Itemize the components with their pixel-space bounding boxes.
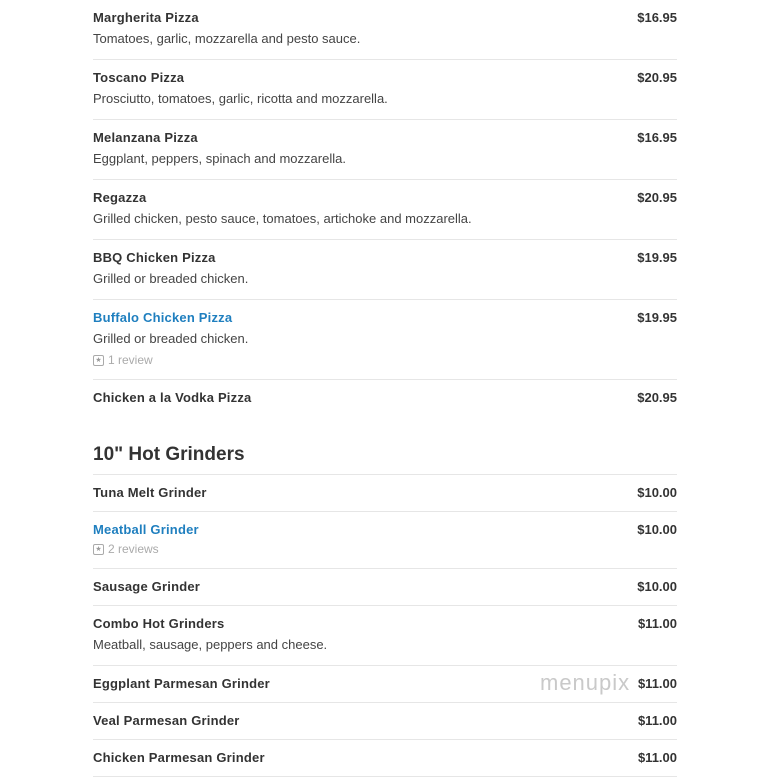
menu-item bbox=[93, 240, 677, 300]
menu-item bbox=[93, 703, 677, 740]
item-name-link[interactable]: Meatball Grinder bbox=[93, 522, 199, 537]
item-price: $19.95 bbox=[637, 310, 677, 325]
section-heading: 10" Hot Grinders bbox=[93, 416, 677, 475]
item-price: $19.95 bbox=[637, 250, 677, 265]
item-price: $16.95 bbox=[637, 10, 677, 25]
menu-item bbox=[93, 475, 677, 512]
review-count: 1 review bbox=[108, 353, 153, 367]
item-name: Regazza bbox=[93, 190, 147, 205]
menu-item bbox=[93, 512, 677, 569]
item-name: Toscano Pizza bbox=[93, 70, 185, 85]
item-name: Combo Hot Grinders bbox=[93, 616, 225, 631]
review-count: 2 reviews bbox=[108, 542, 159, 556]
menu-item bbox=[93, 606, 677, 666]
item-description: Eggplant, peppers, spinach and mozzarella. bbox=[93, 151, 346, 166]
item-price: $20.95 bbox=[637, 190, 677, 205]
menu-item bbox=[93, 740, 677, 777]
item-name-link[interactable]: Buffalo Chicken Pizza bbox=[93, 310, 233, 325]
item-name: Chicken a la Vodka Pizza bbox=[93, 390, 252, 405]
item-name: Sausage Grinder bbox=[93, 579, 201, 594]
review-link[interactable] bbox=[93, 350, 677, 370]
menu-item bbox=[93, 60, 677, 120]
item-name: Veal Parmesan Grinder bbox=[93, 713, 240, 728]
item-name: Tuna Melt Grinder bbox=[93, 485, 207, 500]
item-name: BBQ Chicken Pizza bbox=[93, 250, 216, 265]
item-price: $20.95 bbox=[637, 70, 677, 85]
item-price: $11.00 bbox=[637, 676, 677, 691]
menu-item bbox=[93, 300, 677, 380]
item-description: Prosciutto, tomatoes, garlic, ricotta and mozzarella. bbox=[93, 91, 388, 106]
item-name: Melanzana Pizza bbox=[93, 130, 198, 145]
item-description: Grilled or breaded chicken. bbox=[93, 331, 249, 346]
item-price: $20.95 bbox=[637, 390, 677, 405]
item-name: Margherita Pizza bbox=[93, 10, 199, 25]
item-description: Grilled or breaded chicken. bbox=[93, 271, 249, 286]
menu-item bbox=[93, 380, 677, 416]
item-description: Grilled chicken, pesto sauce, tomatoes, artichoke and mozzarella. bbox=[93, 211, 472, 226]
menu bbox=[93, 0, 677, 777]
item-description: Tomatoes, garlic, mozzarella and pesto sauce. bbox=[93, 31, 361, 46]
menu-item bbox=[93, 0, 677, 60]
item-description: Meatball, sausage, peppers and cheese. bbox=[93, 637, 328, 652]
review-star-icon: ★ bbox=[93, 355, 104, 366]
menu-item bbox=[93, 120, 677, 180]
item-price: $10.00 bbox=[637, 579, 677, 594]
watermark: menupix bbox=[540, 670, 631, 695]
item-price: $11.00 bbox=[637, 713, 677, 728]
item-price: $10.00 bbox=[637, 485, 677, 500]
item-name: Chicken Parmesan Grinder bbox=[93, 750, 265, 765]
item-price: $11.00 bbox=[637, 616, 677, 631]
menu-item bbox=[93, 180, 677, 240]
review-link[interactable] bbox=[93, 539, 677, 559]
review-star-icon: ★ bbox=[93, 544, 104, 555]
item-price: $10.00 bbox=[637, 522, 677, 537]
item-name: Eggplant Parmesan Grinder bbox=[93, 676, 270, 691]
item-price: $11.00 bbox=[637, 750, 677, 765]
item-price: $16.95 bbox=[637, 130, 677, 145]
menu-item bbox=[93, 569, 677, 606]
